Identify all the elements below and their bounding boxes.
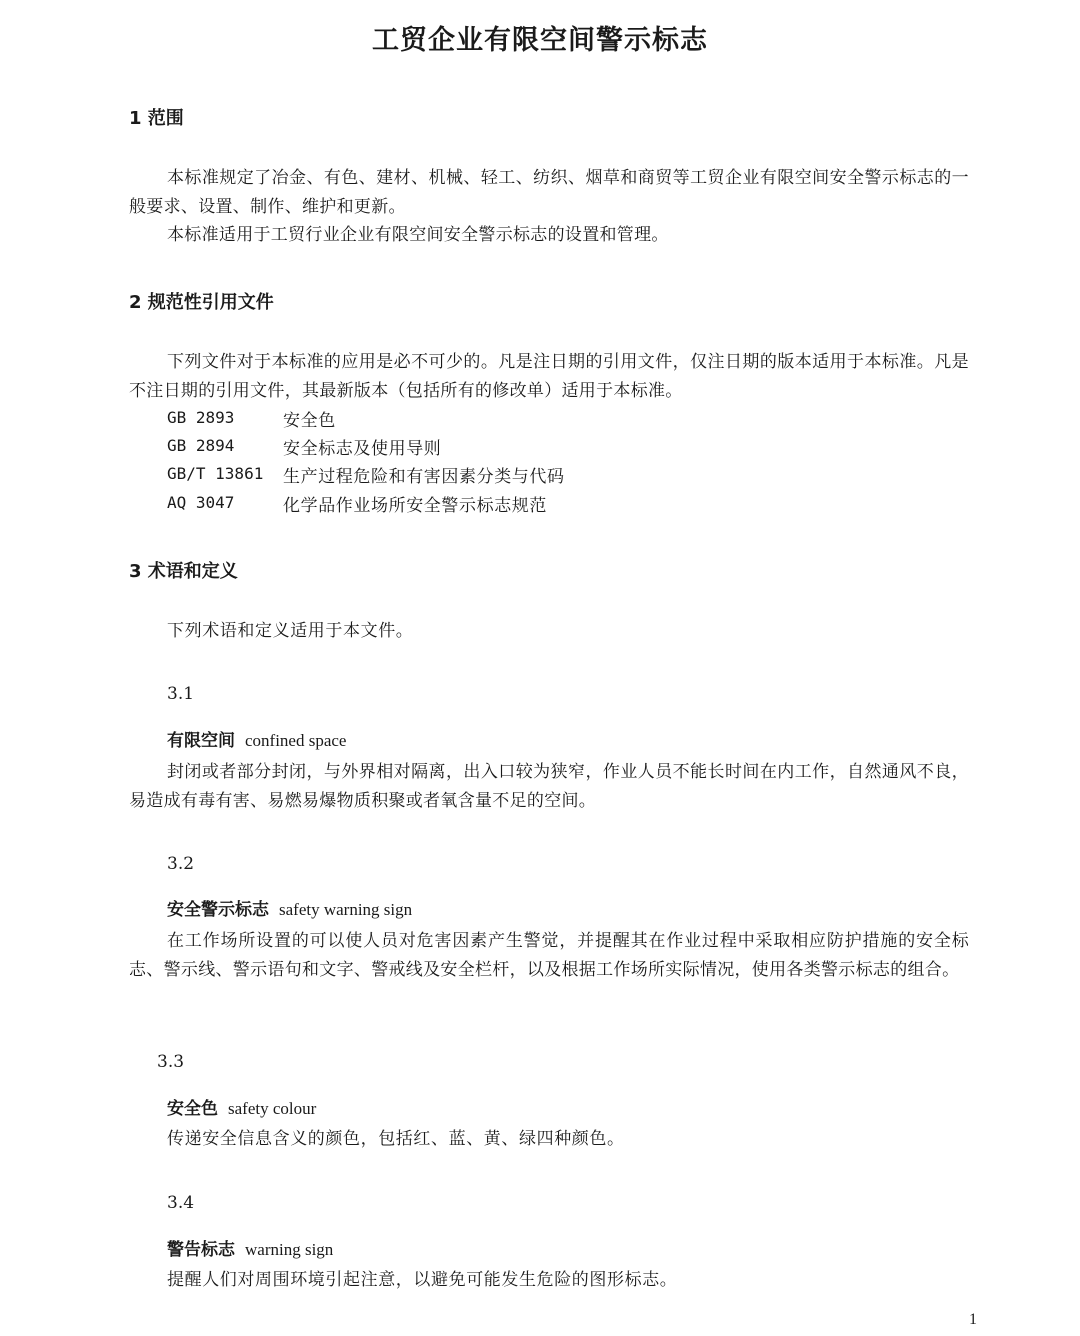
term-number: 3.1 bbox=[167, 684, 195, 704]
term-heading bbox=[167, 895, 412, 920]
term-chinese: 有限空间 bbox=[167, 731, 235, 751]
section-1-paragraph-2: 本标准适用于工贸行业企业有限空间安全警示标志的设置和管理。 bbox=[167, 225, 669, 245]
section-2-paragraph-1: 下列文件对于本标准的应用是必不可少的。凡是注日期的引用文件，仅注日期的版本适用于本标准。凡是不注日期的引用文件，其最新版本（包括所有的修改单）适用于本标准。 bbox=[129, 352, 969, 401]
term-definition: 封闭或者部分封闭，与外界相对隔离，出入口较为狭窄，作业人员不能长时间在内工作，自然通风不良，易造成有毒有害、易燃易爆物质积聚或者氧含量不足的空间。 bbox=[129, 762, 969, 811]
reference-code: AQ 3047 bbox=[167, 493, 235, 512]
term-english: warning sign bbox=[245, 1240, 334, 1259]
term-heading bbox=[167, 726, 346, 751]
term-heading bbox=[167, 1094, 316, 1119]
page-number: 1 bbox=[969, 1311, 977, 1328]
term-heading bbox=[167, 1235, 333, 1260]
term-number: 3.4 bbox=[167, 1193, 195, 1213]
document-title: 工贸企业有限空间警示标志 bbox=[372, 25, 708, 56]
reference-name: 生产过程危险和有害因素分类与代码 bbox=[283, 467, 565, 487]
reference-name: 安全色 bbox=[283, 411, 336, 431]
section-1-heading: 1 范围 bbox=[129, 108, 184, 129]
section-3-heading: 3 术语和定义 bbox=[129, 561, 238, 582]
reference-name: 安全标志及使用导则 bbox=[283, 439, 442, 459]
reference-code: GB 2893 bbox=[167, 408, 235, 427]
section-2-heading: 2 规范性引用文件 bbox=[129, 292, 274, 313]
term-chinese: 安全警示标志 bbox=[167, 900, 269, 920]
term-english: safety colour bbox=[228, 1099, 317, 1118]
term-definition: 在工作场所设置的可以使人员对危害因素产生警觉，并提醒其在作业过程中采取相应防护措施的安全标志、警示线、警示语句和文字、警戒线及安全栏杆，以及根据工作场所实际情况，使用各类警示标志的组合。 bbox=[129, 931, 969, 980]
term-english: safety warning sign bbox=[279, 900, 413, 919]
term-definition: 提醒人们对周围环境引起注意，以避免可能发生危险的图形标志。 bbox=[167, 1270, 678, 1290]
section-3-intro: 下列术语和定义适用于本文件。 bbox=[167, 621, 414, 641]
term-chinese: 警告标志 bbox=[167, 1240, 235, 1260]
term-english: confined space bbox=[245, 731, 347, 750]
term-definition: 传递安全信息含义的颜色，包括红、蓝、黄、绿四种颜色。 bbox=[167, 1129, 625, 1149]
reference-code: GB/T 13861 bbox=[167, 464, 264, 483]
reference-name: 化学品作业场所安全警示标志规范 bbox=[283, 496, 547, 516]
term-chinese: 安全色 bbox=[167, 1099, 218, 1119]
section-1-paragraph-1: 本标准规定了冶金、有色、建材、机械、轻工、纺织、烟草和商贸等工贸企业有限空间安全警示标志的一般要求、设置、制作、维护和更新。 bbox=[129, 168, 969, 217]
term-number: 3.3 bbox=[157, 1052, 185, 1072]
reference-code: GB 2894 bbox=[167, 436, 235, 455]
term-number: 3.2 bbox=[167, 854, 195, 874]
